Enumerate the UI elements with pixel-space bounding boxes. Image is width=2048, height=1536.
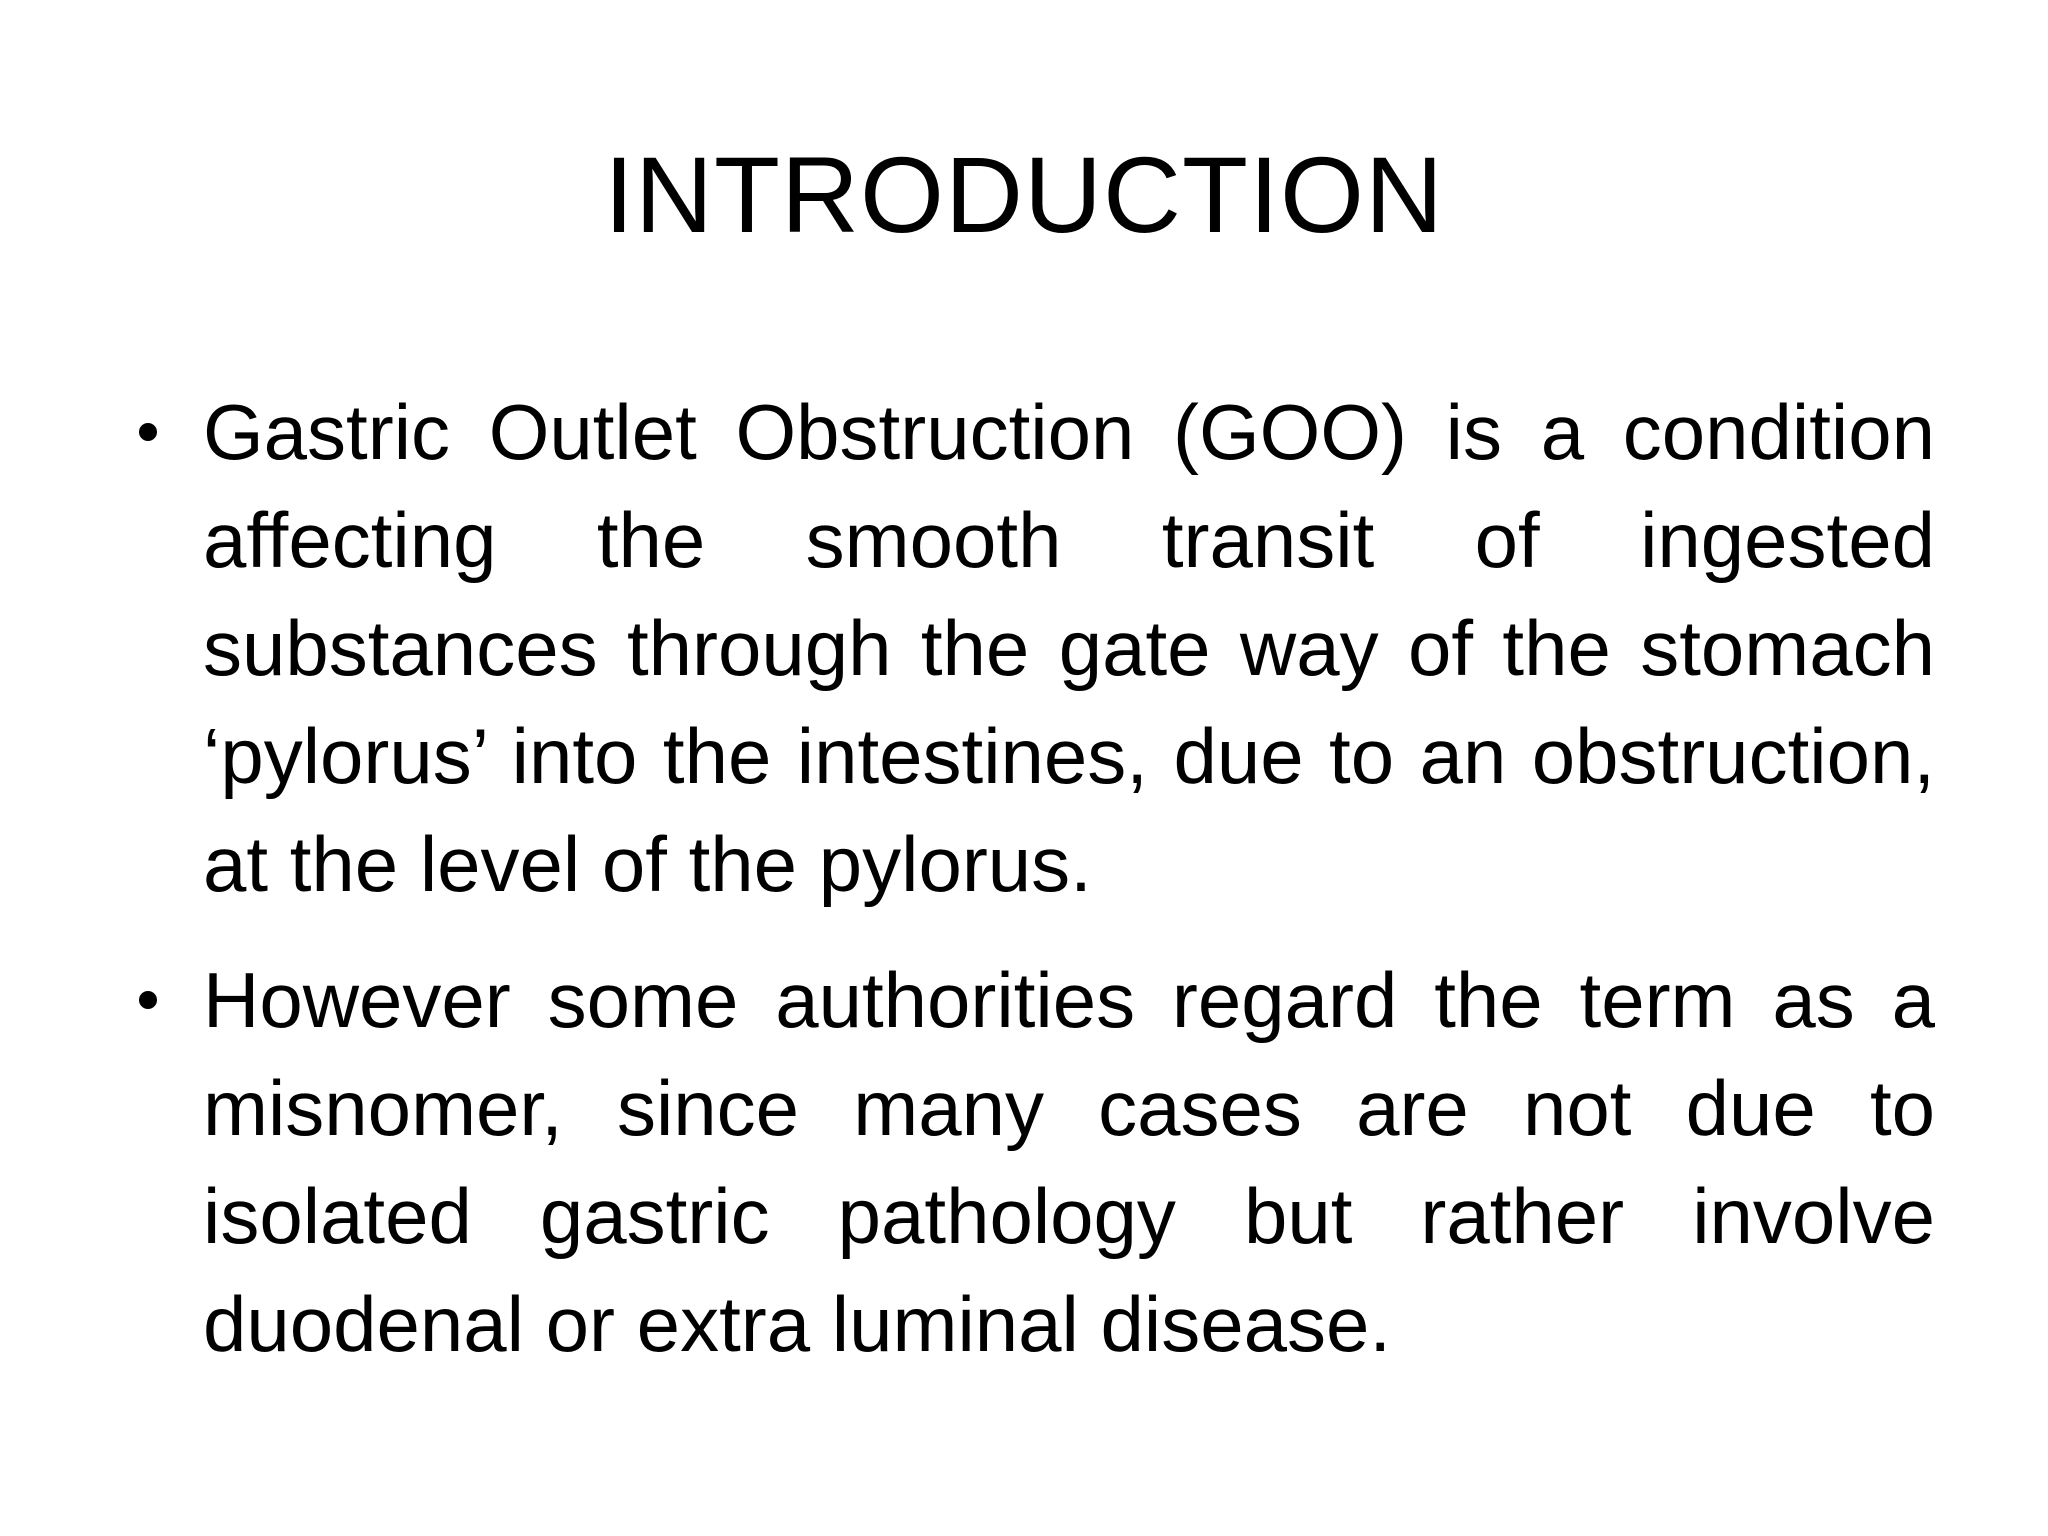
- bullet-text: Gastric Outlet Obstruction (GOO) is a condition affecting the smooth transit of ingested substances through the gate way of the stomach ‘pylorus’ into the intestines, due to an obstruction, at the level of the pylorus.: [203, 388, 1935, 908]
- bullet-text: However some authorities regard the term as a misnomer, since many cases are not due to isolated gastric pathology but rather involve duodenal or extra luminal disease.: [203, 956, 1935, 1368]
- bullet-list: [120, 378, 1935, 1406]
- bullet-dot-icon: [128, 946, 168, 1054]
- slide-title: INTRODUCTION: [604, 134, 1444, 255]
- bullet-item: [120, 378, 1935, 918]
- bullet-dot-icon: [128, 378, 168, 486]
- bullet-item: [120, 946, 1935, 1378]
